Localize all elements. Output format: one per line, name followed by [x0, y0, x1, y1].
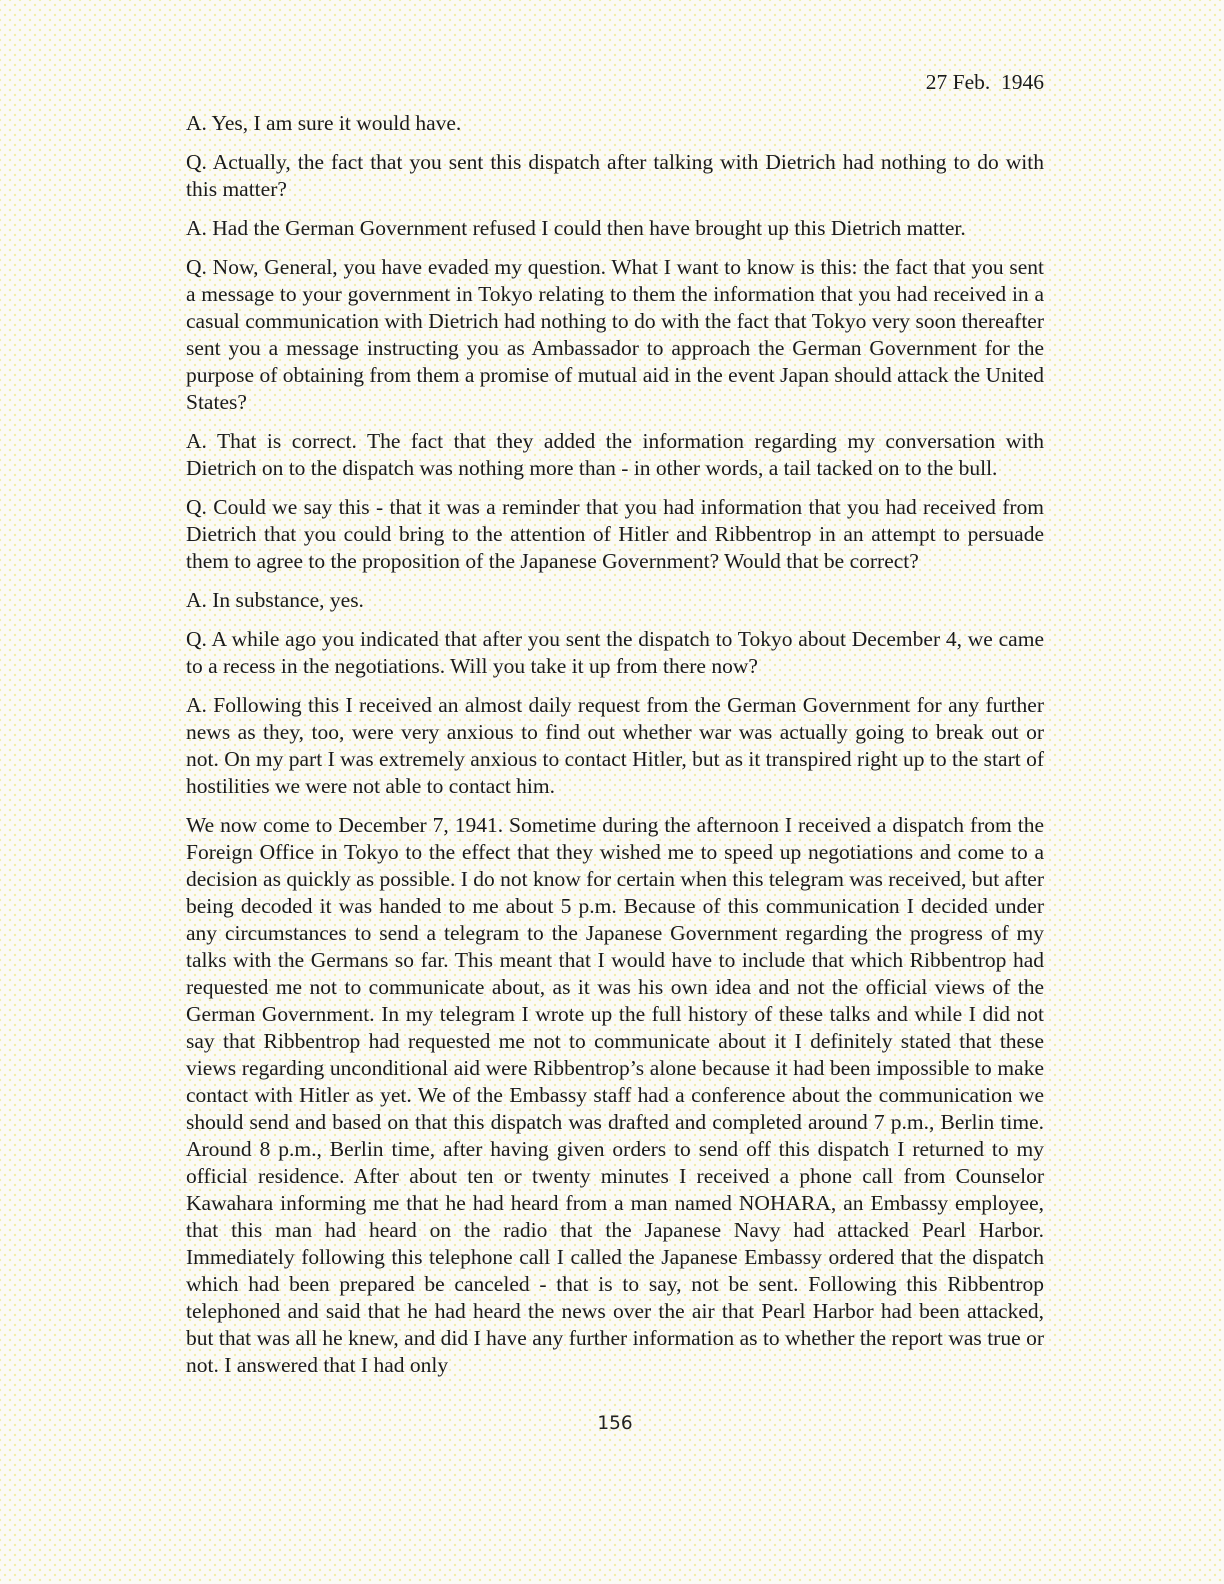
paragraph-question: Q. A while ago you indicated that after you sent the dispatch to Tokyo about December 4, we came to a recess in the negotiations. Will you take it up from there now?	[186, 627, 1044, 678]
paragraph-question: Q. Could we say this - that it was a reminder that you had information that you had received from Dietrich that you could bring to the attention of Hitler and Ribbentrop in an attempt to persuade them to agree to the proposition of the Japanese Government? Would that be correct?	[186, 495, 1044, 573]
paragraph-answer: A. In substance, yes.	[186, 588, 364, 612]
paragraph-answer: A. Had the German Government refused I could then have brought up this Dietrich matter.	[186, 216, 966, 240]
paragraph-question: Q. Actually, the fact that you sent this dispatch after talking with Dietrich had nothing to do with this matter?	[186, 150, 1044, 201]
page-footer	[186, 1413, 1044, 1434]
header-date: 27 Feb. 1946	[925, 70, 1044, 94]
paragraph-question: Q. Now, General, you have evaded my question. What I want to know is this: the fact that you sent a message to your government in Tokyo relating to them the information that you had received in a casual communication with Dietrich had nothing to do with the fact that Tokyo very soon thereafter sent you a message instructing you as Ambassador to approach the German Government for the purpose of obtaining from them a promise of mutual aid in the event Japan should attack the United States?	[186, 255, 1044, 414]
document-body	[186, 110, 1044, 1391]
paragraph-answer: A. Following this I received an almost daily request from the German Government for any further news as they, too, were very anxious to find out whether war was actually going to break out or not. On my part I was extremely anxious to contact Hitler, but as it transpired right up to the start of hostilities we were not able to contact him.	[186, 693, 1044, 798]
paragraph-answer: A. That is correct. The fact that they added the information regarding my conversation with Dietrich on to the dispatch was nothing more than - in other words, a tail tacked on to the bull.	[186, 429, 1044, 480]
paragraph-narrative: We now come to December 7, 1941. Sometime during the afternoon I received a dispatch from the Foreign Office in Tokyo to the effect that they wished me to speed up negotiations and come to a decision as quickly as possible. I do not know for certain when this telegram was received, but after being decoded it was handed to me about 5 p.m. Because of this communication I decided under any circumstances to send a telegram to the Japanese Government regarding the progress of my talks with the Germans so far. This meant that I would have to include that which Ribbentrop had requested me not to communicate about, as it was his own idea and not the official views of the German Government. In my telegram I wrote up the full history of these talks and while I did not say that Ribbentrop had requested me not to communicate about it I definitely stated that these views regarding unconditional aid were Ribbentrop’s alone because it had been impossible to make contact with Hitler as yet. We of the Embassy staff had a conference about the communication we should send and based on that this dispatch was drafted and completed around 7 p.m., Berlin time. Around 8 p.m., Berlin time, after having given orders to send off this dispatch I returned to my official residence. After about ten or twenty minutes I received a phone call from Counselor Kawahara informing me that he had heard from a man named NOHARA, an Embassy employee, that this man had heard on the radio that the Japanese Navy had attacked Pearl Harbor. Immediately following this telephone call I called the Japanese Embassy ordered that the dispatch which had been prepared be canceled - that is to say, not be sent. Following this Ribbentrop telephoned and said that he had heard the news over the air that Pearl Harbor had been attacked, but that was all he knew, and did I have any further information as to whether the report was true or not. I answered that I had only	[186, 813, 1044, 1377]
page-number: 156	[597, 1413, 633, 1434]
paragraph-answer: A. Yes, I am sure it would have.	[186, 111, 462, 135]
